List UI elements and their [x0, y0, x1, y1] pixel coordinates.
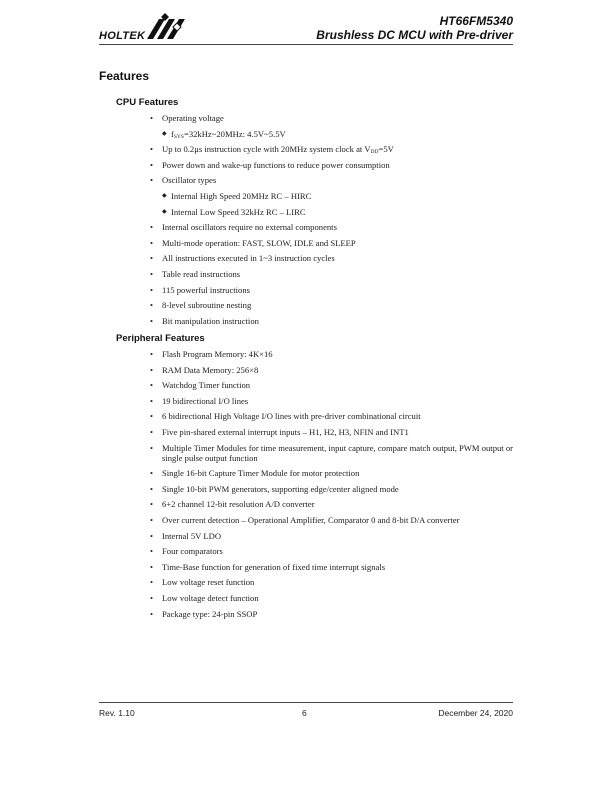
- list-item: • Single 16-bit Capture Timer Module for motor protection: [150, 468, 360, 479]
- bullet-icon: •: [150, 546, 154, 557]
- list-item: • Multiple Timer Modules for time measurement, input capture, compare match output, PWM output or single pulse output function: [150, 442, 513, 463]
- bullet-icon: •: [150, 608, 154, 619]
- list-item: • Power down and wake-up functions to reduce power consumption: [150, 159, 390, 170]
- bullet-icon: •: [150, 364, 154, 375]
- diamond-bullet-icon: ◆: [162, 208, 167, 215]
- list-item: • Operating voltage: [150, 113, 224, 123]
- bullet-icon: •: [150, 175, 154, 186]
- holtek-logo-icon: [145, 13, 187, 41]
- list-item: • Five pin-shared external interrupt inputs – H1, H2, H3, NFIN and INT1: [150, 426, 409, 437]
- list-item: • Multi-mode operation: FAST, SLOW, IDLE and SLEEP: [150, 237, 356, 248]
- bullet-icon: •: [150, 561, 154, 572]
- list-item: • Single 10-bit PWM generators, supporting edge/center aligned mode: [150, 483, 399, 494]
- list-item: • Flash Program Memory: 4K×16: [150, 349, 273, 359]
- list-item: ◆ Internal High Speed 20MHz RC – HIRC: [162, 190, 312, 201]
- list-item: ◆ $f_{SYS}=32kHz\sim 20MHz$: 4.5V~5.5V: [162, 128, 286, 140]
- holtek-logo: [99, 13, 191, 43]
- bullet-icon: •: [150, 253, 154, 264]
- peripheral-features-list: [150, 349, 513, 624]
- diamond-bullet-icon: ◆: [162, 130, 167, 137]
- bullet-icon: •: [150, 237, 154, 248]
- bullet-icon: •: [150, 442, 154, 453]
- list-item: • 8-level subroutine nesting: [150, 300, 252, 311]
- bullet-icon: •: [150, 300, 154, 311]
- list-item: • All instructions executed in 1~3 instruction cycles: [150, 253, 335, 264]
- list-item: • Time-Base function for generation of fixed time interrupt signals: [150, 561, 386, 572]
- peripheral-features-heading: Peripheral Features: [116, 333, 205, 344]
- list-item: • Over current detection – Operational Amplifier, Comparator 0 and 8-bit D/A converter: [150, 514, 460, 525]
- bullet-icon: •: [150, 349, 154, 359]
- bullet-icon: •: [150, 499, 154, 510]
- list-item: • Low voltage detect function: [150, 592, 259, 603]
- diamond-bullet-icon: ◆: [162, 192, 167, 199]
- list-item: • Up to 0.2μs instruction cycle with 20MHz system clock at $V_{DD}=5V$: [150, 144, 394, 156]
- cpu-features-heading: CPU Features: [116, 97, 179, 108]
- bullet-icon: •: [150, 483, 154, 494]
- list-item: • Package type: 24-pin SSOP: [150, 608, 258, 619]
- list-item: • Watchdog Timer function: [150, 380, 251, 391]
- list-item: • Internal 5V LDO: [150, 530, 222, 541]
- bullet-icon: •: [150, 530, 154, 541]
- bullet-icon: •: [150, 380, 154, 391]
- bullet-icon: •: [150, 411, 154, 422]
- bullet-icon: •: [150, 592, 154, 603]
- bullet-icon: •: [150, 577, 154, 588]
- publication-date: December 24, 2020: [438, 708, 513, 718]
- bullet-icon: •: [150, 113, 154, 123]
- document-title: Brushless DC MCU with Pre-driver: [316, 28, 513, 42]
- bullet-icon: •: [150, 426, 154, 437]
- bullet-icon: •: [150, 395, 154, 406]
- list-item: • Low voltage reset function: [150, 577, 255, 588]
- bullet-icon: •: [150, 268, 154, 279]
- bullet-icon: •: [150, 222, 154, 233]
- revision-label: Rev. 1.10: [99, 708, 135, 718]
- bullet-icon: •: [150, 284, 154, 295]
- bullet-icon: •: [150, 159, 154, 170]
- bullet-icon: •: [150, 315, 154, 326]
- list-item: • 6 bidirectional High Voltage I/O lines with pre-driver combinational circuit: [150, 411, 421, 422]
- bullet-icon: •: [150, 468, 154, 479]
- footer-divider: [99, 702, 513, 703]
- list-item: • Table read instructions: [150, 268, 241, 279]
- list-item: • 6+2 channel 12-bit resolution A/D converter: [150, 499, 315, 510]
- part-number: HT66FM5340: [439, 14, 513, 28]
- list-item: • Four comparators: [150, 546, 223, 557]
- cpu-features-list: [150, 113, 513, 331]
- list-item: • RAM Data Memory: 256×8: [150, 364, 259, 375]
- header-titles: [316, 15, 513, 42]
- header-divider: [99, 44, 513, 45]
- features-heading: Features: [99, 69, 150, 83]
- logo-wordmark: HOLTEK: [99, 30, 146, 42]
- list-item: • Oscillator types: [150, 175, 217, 186]
- bullet-icon: •: [150, 514, 154, 525]
- bullet-icon: •: [150, 144, 154, 155]
- list-item: • Bit manipulation instruction: [150, 315, 259, 326]
- page-number: 6: [302, 708, 307, 718]
- list-item: • 19 bidirectional I/O lines: [150, 395, 249, 406]
- list-item: • 115 powerful instructions: [150, 284, 250, 295]
- list-item: • Internal oscillators require no external components: [150, 222, 337, 233]
- list-item: ◆ Internal Low Speed 32kHz RC – LIRC: [162, 206, 306, 217]
